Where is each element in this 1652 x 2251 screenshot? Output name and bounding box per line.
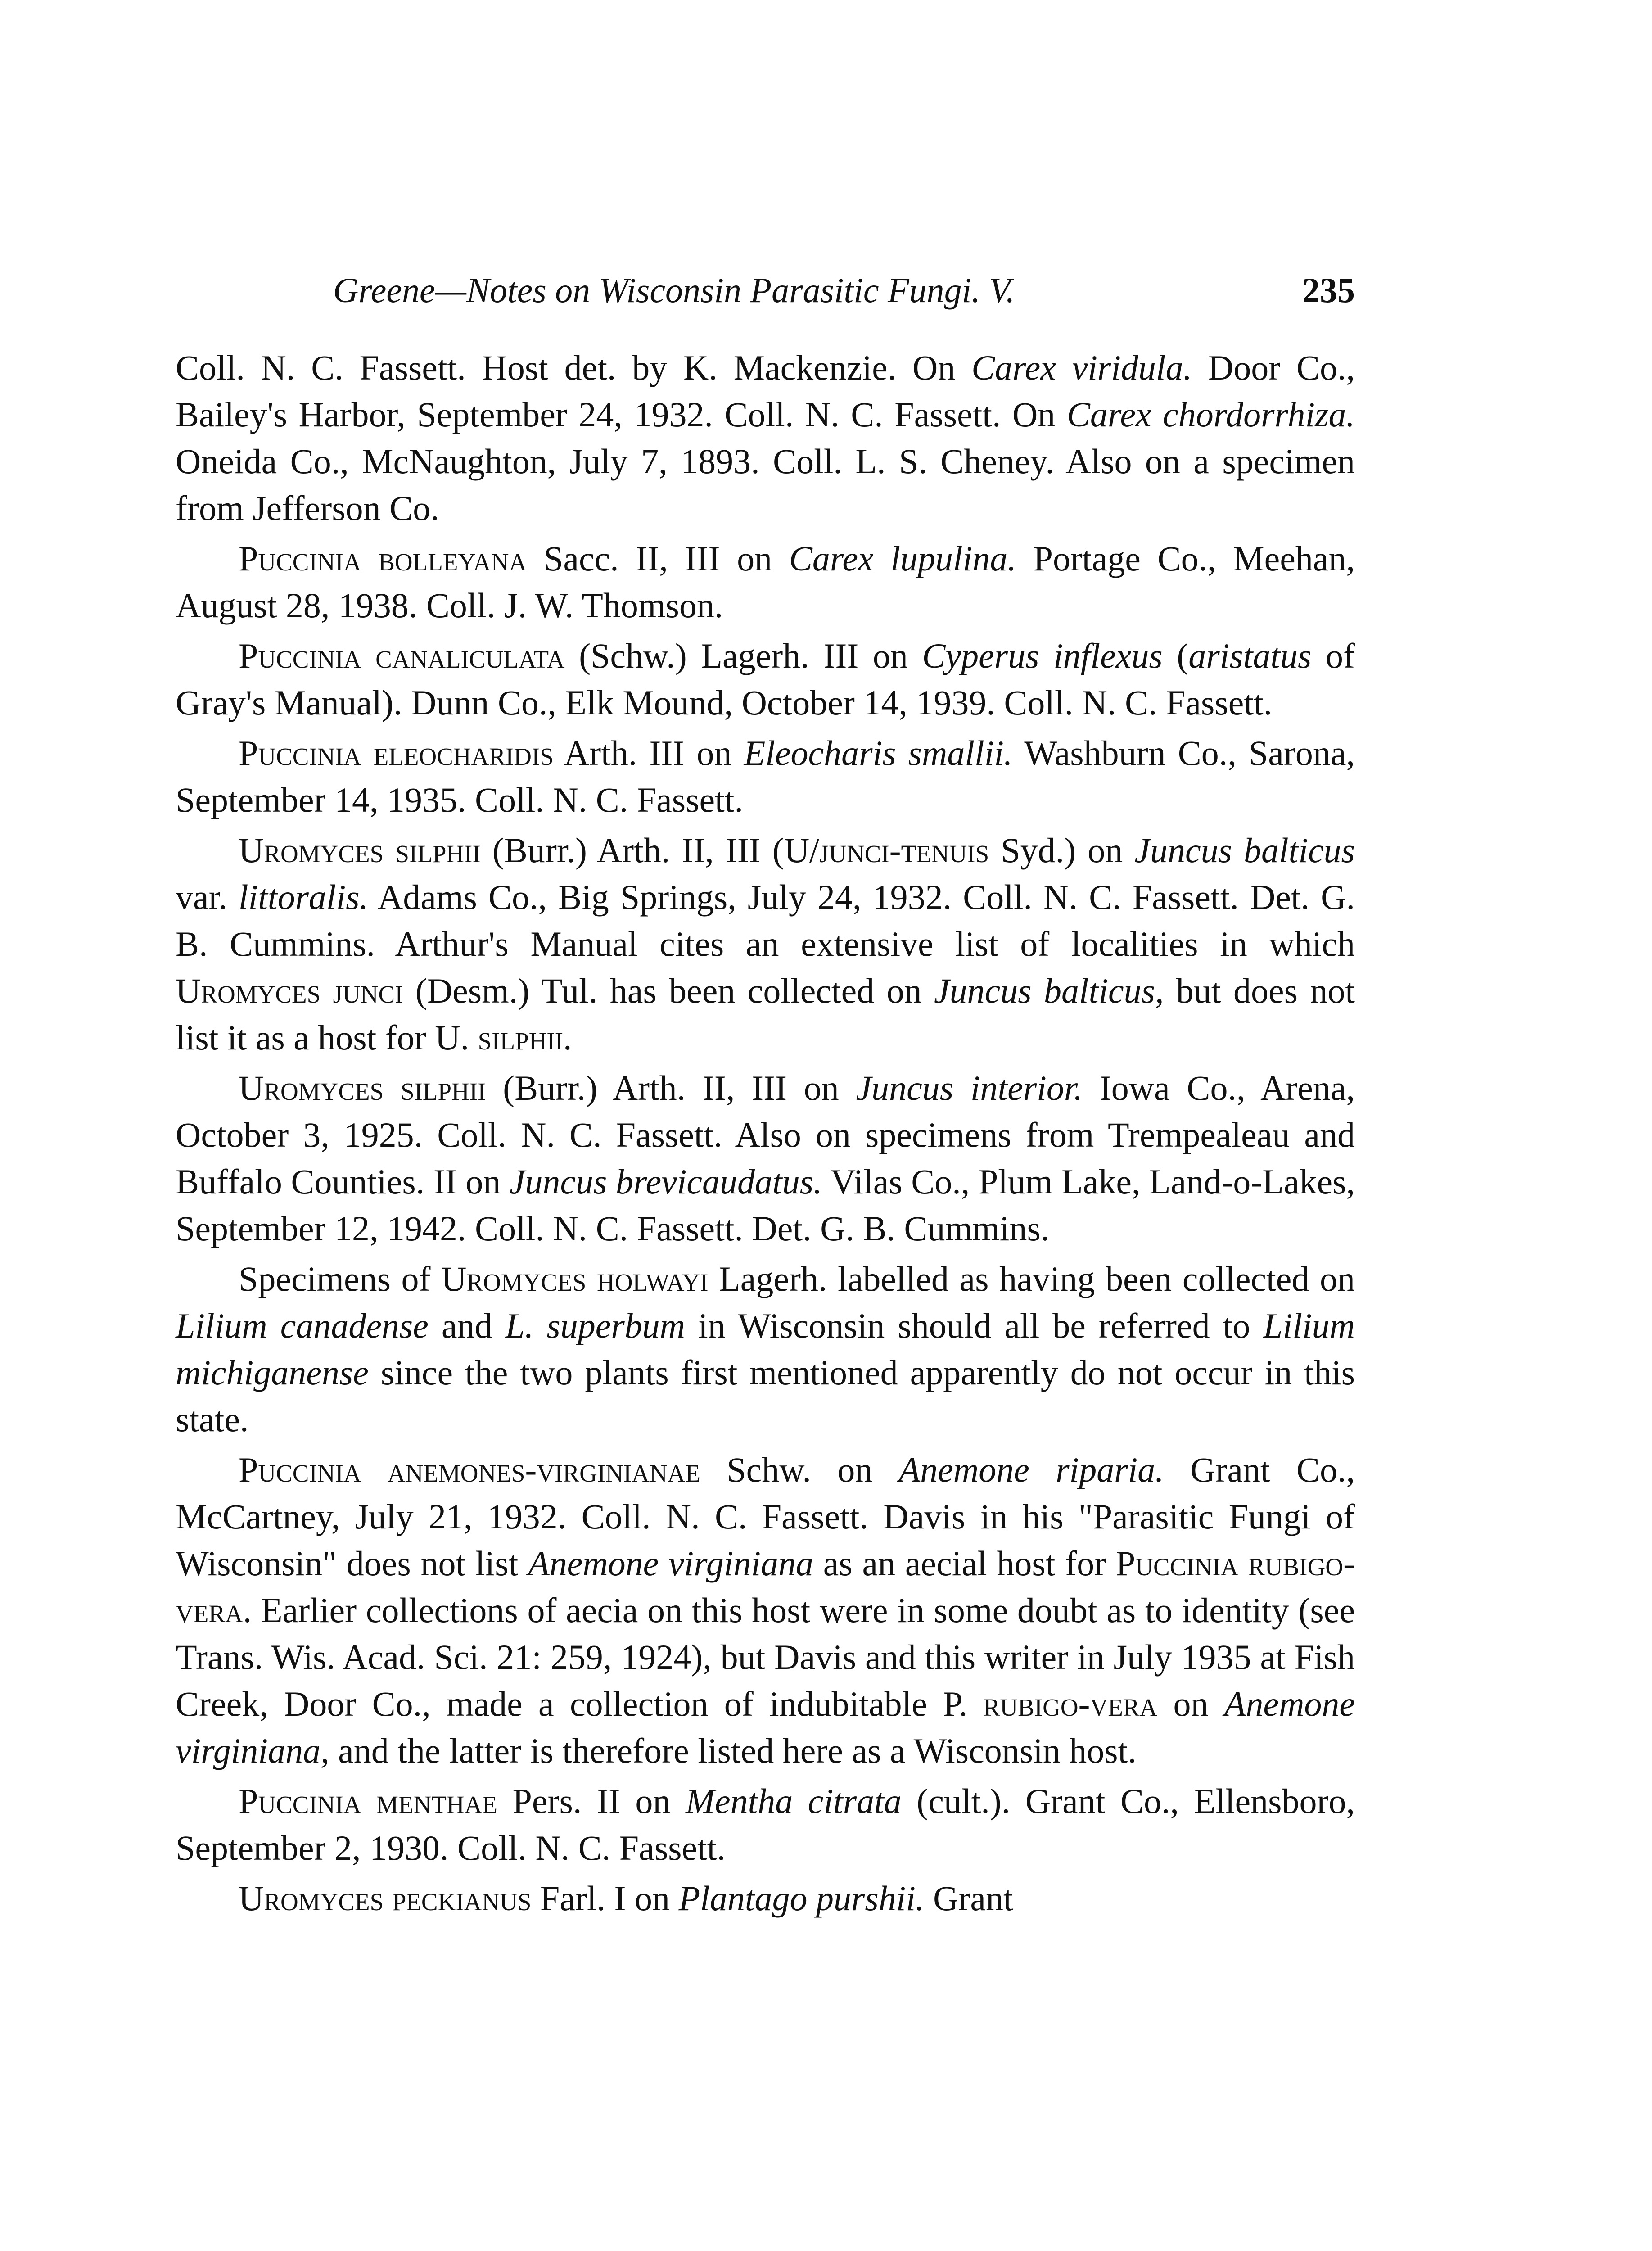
text-run: Arth. III on [553, 733, 744, 773]
italic-text: Lilium canadense [176, 1306, 429, 1345]
italic-text: Mentha citrata [685, 1781, 902, 1821]
italic-text: Carex lupulina. [789, 539, 1016, 578]
italic-text: Anemone virginiana [528, 1544, 814, 1583]
italic-text: Juncus balticus [1134, 831, 1355, 870]
text-run: ( [1162, 636, 1189, 675]
italic-text: Juncus interior. [856, 1068, 1083, 1107]
small-caps-text: Puccinia rubigo-vera. [176, 1544, 1355, 1630]
text-run: of Gray's Manual). Dunn Co., Elk Mound, October 14, 1939. Coll. N. C. Fassett. [176, 636, 1355, 722]
small-caps-text: Uromyces silphii [239, 831, 481, 870]
text-run: (Schw.) Lagerh. III on [564, 636, 922, 675]
italic-text: Anemone virginiana, [176, 1684, 1355, 1770]
small-caps-text: Puccinia anemones-virginianae [239, 1450, 700, 1489]
text-run: (Burr.) Arth. II, III on [486, 1068, 856, 1107]
text-run: Grant [924, 1879, 1013, 1918]
text-run: and [428, 1306, 506, 1345]
text-run: Farl. I on [531, 1879, 679, 1918]
italic-text: Plantago purshii. [678, 1879, 925, 1918]
text-run: Iowa Co., Arena, October 3, 1925. Coll. N. C. Fassett. Also on specimens from Trempealeau and Buffalo Counties. II on [176, 1068, 1355, 1201]
text-run: (Desm.) Tul. has been collected on [403, 971, 934, 1010]
paragraph [176, 1256, 1355, 1443]
paragraph [176, 535, 1355, 629]
paragraph [176, 633, 1355, 726]
italic-text: aristatus [1188, 636, 1312, 675]
small-caps-text: Puccinia bolleyana [239, 539, 527, 578]
text-run: Washburn Co., Sarona, September 14, 1935. Coll. N. C. Fassett. [176, 733, 1355, 819]
italic-text: Lilium michiganense [176, 1306, 1355, 1392]
small-caps-text: Puccinia canaliculata [239, 636, 565, 675]
small-caps-text: Uromyces junci [176, 971, 403, 1010]
text-run: var. [176, 877, 239, 917]
small-caps-text: silphii. [478, 1018, 572, 1057]
text-run: Schw. on [700, 1450, 899, 1489]
small-caps-text: Uromyces peckianus [239, 1879, 532, 1918]
page-header [333, 270, 1355, 320]
italic-text: Anemone riparia. [898, 1450, 1164, 1489]
text-run: as an aecial host for [813, 1544, 1116, 1583]
italic-text: Eleocharis smallii. [744, 733, 1013, 773]
paragraph [176, 344, 1355, 532]
paragraph [176, 1875, 1355, 1922]
document-page [176, 270, 1355, 1926]
text-run: in Wisconsin should all be referred to [685, 1306, 1264, 1345]
text-run: since the two plants first mentioned apparently do not occur in this state. [176, 1353, 1355, 1439]
text-run: Portage Co., Meehan, August 28, 1938. Coll. J. W. Thomson. [176, 539, 1355, 625]
text-run: Grant Co., McCartney, July 21, 1932. Coll. N. C. Fassett. Davis in his "Parasitic Fungi of Wisconsin" does not list [176, 1450, 1355, 1583]
small-caps-text: Puccinia eleocharidis [239, 733, 554, 773]
text-run: Coll. N. C. Fassett. Host det. by K. Mackenzie. On [176, 348, 972, 387]
text-run: Earlier collections of aecia on this host were in some doubt as to identity (see Trans. Wis. Acad. Sci. 21: 259, 1924), but Davis and this writer in July 1935 at Fish Creek, Door Co., made a collection of indubitable P. [176, 1591, 1355, 1723]
paragraph [176, 1778, 1355, 1871]
paragraph [176, 1065, 1355, 1252]
italic-text: Juncus brevicaudatus. [509, 1162, 822, 1201]
page-number: 235 [1302, 271, 1355, 310]
text-run: Sacc. II, III on [527, 539, 789, 578]
running-title: Greene—Notes on Wisconsin Parasitic Fungi. V. [333, 271, 1015, 310]
body-text [176, 344, 1355, 1922]
text-run: Door Co., Bailey's Harbor, September 24, 1932. Coll. N. C. Fassett. On [176, 348, 1355, 434]
text-run: (Burr.) Arth. II, III ( [480, 831, 784, 870]
text-run: but does not list it as a host for U. [176, 971, 1355, 1057]
text-run: Pers. II on [497, 1781, 686, 1821]
text-run: Oneida Co., McNaughton, July 7, 1893. Coll. L. S. Cheney. Also on a specimen from Jefferson Co. [176, 442, 1355, 528]
italic-text: Juncus balticus, [934, 971, 1164, 1010]
paragraph [176, 730, 1355, 823]
paragraph [176, 827, 1355, 1061]
text-run: and the latter is therefore listed here as a Wisconsin host. [329, 1731, 1137, 1770]
small-caps-text: rubigo-vera [983, 1684, 1158, 1723]
italic-text: L. superbum [505, 1306, 686, 1345]
paragraph [176, 1446, 1355, 1774]
small-caps-text: Uromyces holwayi [441, 1259, 709, 1298]
italic-text: Cyperus inflexus [922, 636, 1163, 675]
italic-text: littoralis. [238, 877, 369, 917]
italic-text: Carex viridula. [971, 348, 1192, 387]
italic-text: Carex chordorrhiza. [1066, 395, 1355, 434]
text-run: on [1157, 1684, 1224, 1723]
text-run: Adams Co., Big Springs, July 24, 1932. Coll. N. C. Fassett. Det. G. B. Cummins. Arthur's Manual cites an extensive list of localities in which [176, 877, 1355, 963]
small-caps-text: U/junci-tenuis [784, 831, 989, 870]
text-run: (cult.). Grant Co., Ellensboro, September 2, 1930. Coll. N. C. Fassett. [176, 1781, 1355, 1867]
text-run: Lagerh. labelled as having been collected on [708, 1259, 1355, 1298]
text-run: Specimens of [239, 1259, 442, 1298]
small-caps-text: Uromyces silphii [239, 1068, 486, 1107]
text-run: Syd.) on [989, 831, 1135, 870]
small-caps-text: Puccinia menthae [239, 1781, 497, 1821]
text-run: Vilas Co., Plum Lake, Land-o-Lakes, September 12, 1942. Coll. N. C. Fassett. Det. G. B. Cummins. [176, 1162, 1355, 1248]
